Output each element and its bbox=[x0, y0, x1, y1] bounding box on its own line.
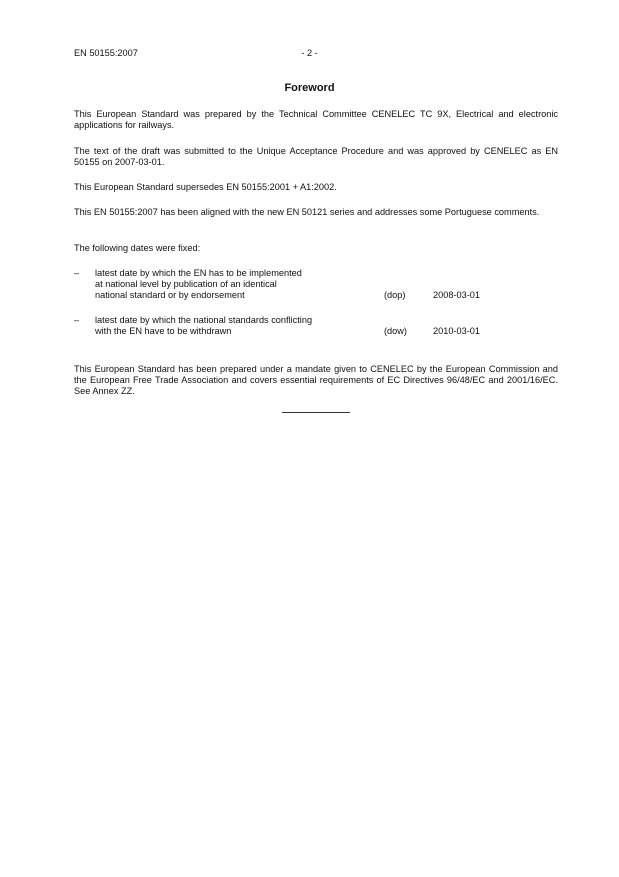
date-description-line: latest date by which the national standards conflicting bbox=[95, 315, 313, 325]
date-description-line: national standard or by endorsement bbox=[95, 290, 245, 300]
page-title: Foreword bbox=[284, 82, 335, 94]
date-description bbox=[95, 268, 365, 301]
date-value: 2010-03-01 bbox=[433, 326, 480, 336]
page-number: - 2 - bbox=[301, 48, 318, 58]
paragraph-supersedes: This European Standard supersedes EN 50155:2001 + A1:2002. bbox=[74, 182, 337, 192]
date-description bbox=[95, 315, 365, 337]
date-item-dop bbox=[74, 268, 558, 302]
paragraph-mandate: This European Standard has been prepared under a mandate given to CENELEC by the European Commission and the European Free Trade Association and covers essential requirements of EC Directives 96/48/EC and 2001/16/EC. See Annex ZZ. bbox=[74, 364, 558, 396]
paragraph-alignment: This EN 50155:2007 has been aligned with the new EN 50121 series and addresses some Portuguese comments. bbox=[74, 207, 540, 217]
paragraph-approval: The text of the draft was submitted to the Unique Acceptance Procedure and was approved by CENELEC as EN 50155 on 2007-03-01. bbox=[74, 146, 558, 167]
date-abbreviation: (dop) bbox=[384, 290, 406, 300]
date-abbreviation: (dow) bbox=[384, 326, 407, 336]
list-dash: – bbox=[74, 268, 80, 278]
date-item-dow bbox=[74, 315, 558, 339]
date-description-line: at national level by publication of an identical bbox=[95, 279, 277, 289]
date-description-line: latest date by which the EN has to be implemented bbox=[95, 268, 302, 278]
list-dash: – bbox=[74, 315, 80, 325]
date-value: 2008-03-01 bbox=[433, 290, 480, 300]
date-description-line: with the EN have to be withdrawn bbox=[95, 326, 232, 336]
paragraph-dates-intro: The following dates were fixed: bbox=[74, 243, 201, 253]
document-id: EN 50155:2007 bbox=[74, 48, 138, 58]
end-rule bbox=[282, 412, 350, 413]
paragraph-committee: This European Standard was prepared by the Technical Committee CENELEC TC 9X, Electrical and electronic applications for railways. bbox=[74, 109, 558, 130]
